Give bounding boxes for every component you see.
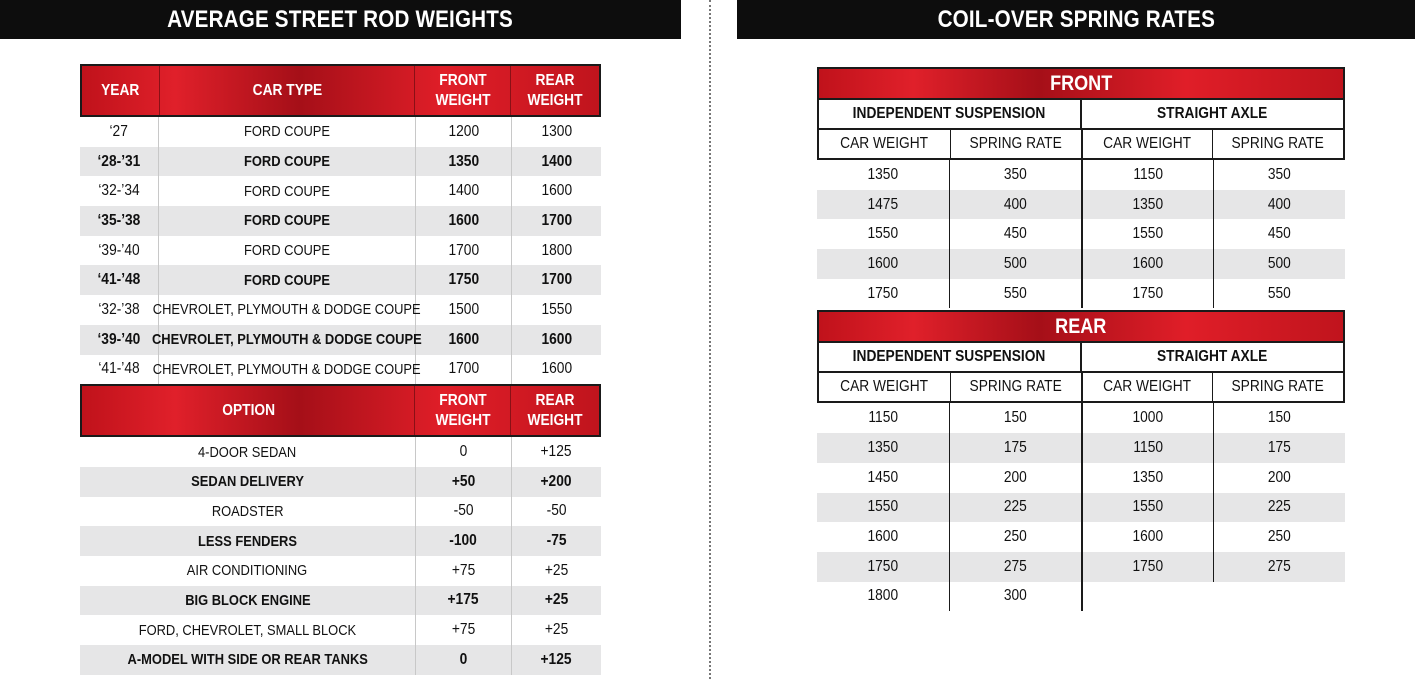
rear-ind-spring-rate-cell (949, 522, 1081, 552)
rear-sa-car-weight-cell (1081, 582, 1213, 612)
year-cell (80, 206, 158, 236)
spring-rates-title-text: COIL-OVER SPRING RATES (937, 5, 1215, 33)
year-cell-text: ‘35-’38 (97, 211, 141, 229)
rear-band-label: REAR (1055, 314, 1107, 338)
front-sa-spring-rate-header: SPRING RATE (1212, 130, 1343, 158)
year-cell (80, 355, 158, 385)
option-front-cell (415, 497, 511, 527)
rear-band (817, 310, 1345, 343)
year-cell-text: ‘41-’48 (97, 271, 141, 289)
front-ind-spring-rate-text: 500 (1004, 254, 1027, 272)
weights-row (80, 236, 601, 266)
rear-ind-car-weight-text: 1750 (867, 557, 899, 575)
rear-straight-axle-label: STRAIGHT AXLE (1080, 343, 1343, 371)
rear-sa-car-weight-cell (1081, 522, 1213, 552)
header-car-type: CAR TYPE (159, 66, 414, 115)
rear-ind-car-weight-cell (817, 403, 949, 433)
rear-ind-spring-rate-text: 275 (1004, 557, 1027, 575)
rear-spring-row (817, 403, 1345, 433)
option-rear-cell-text: +125 (540, 443, 572, 461)
front-ind-spring-rate-text: 350 (1004, 165, 1027, 183)
option-front-cell (415, 437, 511, 467)
option-row (80, 437, 601, 467)
car-type-cell-text: FORD COUPE (243, 242, 330, 260)
front-band (817, 67, 1345, 100)
option-cell (80, 556, 415, 586)
front-weight-cell (415, 176, 511, 206)
options-header-row (80, 384, 601, 437)
rear-ind-car-weight-text: 1800 (867, 587, 899, 605)
weights-row (80, 176, 601, 206)
front-spring-row (817, 160, 1345, 190)
rear-weight-cell-text: 1600 (541, 330, 572, 348)
year-cell (80, 176, 158, 206)
front-sa-spring-rate-text: 450 (1268, 225, 1291, 243)
front-ind-car-weight-text: 1475 (867, 195, 899, 213)
rear-ind-spring-rate-header: SPRING RATE (950, 373, 1081, 401)
car-type-cell-text: FORD COUPE (243, 123, 330, 141)
front-ind-car-weight-cell (817, 160, 949, 190)
car-type-cell-text: CHEVROLET, PLYMOUTH & DODGE COUPE (152, 331, 422, 349)
option-cell (80, 615, 415, 645)
car-type-cell-text: CHEVROLET, PLYMOUTH & DODGE COUPE (153, 360, 421, 378)
option-row (80, 586, 601, 616)
rear-column-headers (817, 373, 1345, 403)
front-sa-spring-rate-text: 500 (1268, 254, 1291, 272)
option-front-cell-text: +50 (451, 472, 476, 490)
option-row (80, 615, 601, 645)
year-cell-text: ‘32-’34 (98, 182, 140, 200)
year-cell-text: ‘32-’38 (98, 300, 140, 318)
rear-sa-spring-rate-text: 200 (1268, 468, 1291, 486)
rear-spring-body (817, 403, 1345, 611)
rear-ind-car-weight-header: CAR WEIGHT (840, 378, 929, 396)
front-weight-cell (415, 355, 511, 385)
spring-rates-title (737, 0, 1415, 39)
rear-sa-spring-rate-cell (1213, 403, 1345, 433)
rear-ind-spring-rate-cell (949, 552, 1081, 582)
option-rear-cell-text: +125 (540, 650, 572, 668)
header-front-weight: FRONT WEIGHT (414, 66, 509, 115)
front-ind-spring-rate-cell (949, 219, 1081, 249)
rear-spring-row (817, 522, 1345, 552)
rear-weight-cell-text: 1600 (541, 360, 572, 378)
front-ind-spring-rate-cell (949, 190, 1081, 220)
front-weight-cell-text: 1500 (448, 300, 479, 318)
weights-title (0, 0, 681, 39)
rear-weight-cell (511, 355, 601, 385)
option-front-cell-text: +175 (447, 591, 479, 609)
front-suspension-header (817, 100, 1345, 130)
year-cell (80, 325, 158, 355)
front-sa-car-weight-cell (1081, 249, 1213, 279)
car-type-cell-text: FORD COUPE (243, 271, 330, 289)
rear-ind-spring-rate-cell (949, 433, 1081, 463)
weights-title-text: AVERAGE STREET ROD WEIGHTS (167, 5, 514, 33)
rear-weight-cell (511, 117, 601, 147)
year-cell-text: ‘39-’40 (98, 241, 140, 259)
rear-ind-spring-rate-text: 175 (1004, 438, 1027, 456)
rear-ind-car-weight-text: 1350 (867, 438, 899, 456)
option-front-cell (415, 526, 511, 556)
coil-over-spring-rates-table (817, 67, 1345, 611)
rear-sa-car-weight-text: 1150 (1133, 438, 1163, 456)
rear-sa-spring-rate-text: 225 (1268, 498, 1291, 516)
front-spring-row (817, 279, 1345, 309)
front-weight-cell (415, 147, 511, 177)
front-ind-car-weight-cell (817, 279, 949, 309)
option-cell-text: AIR CONDITIONING (187, 562, 308, 580)
front-sa-spring-rate-text: 400 (1268, 195, 1291, 213)
option-cell-text: SEDAN DELIVERY (191, 473, 304, 491)
front-ind-spring-rate-text: 550 (1004, 284, 1027, 302)
option-cell (80, 497, 415, 527)
rear-sa-car-weight-cell (1081, 463, 1213, 493)
car-type-cell (158, 236, 415, 266)
front-weight-cell-text: 1600 (448, 211, 479, 229)
option-front-cell-text: -50 (453, 502, 474, 520)
option-cell (80, 437, 415, 467)
option-front-cell (415, 556, 511, 586)
options-body (80, 437, 601, 675)
car-type-cell (158, 176, 415, 206)
rear-sa-car-weight-text: 1750 (1132, 557, 1164, 575)
option-cell-text: ROADSTER (211, 502, 284, 520)
front-sa-car-weight-text: 1550 (1132, 225, 1164, 243)
car-type-cell (158, 206, 415, 236)
front-straight-axle-label: STRAIGHT AXLE (1080, 100, 1343, 128)
rear-weight-cell (511, 265, 601, 295)
rear-ind-spring-rate-text: 300 (1004, 587, 1027, 605)
rear-ind-car-weight-text: 1450 (867, 468, 899, 486)
weights-row (80, 295, 601, 325)
option-row (80, 645, 601, 675)
weights-row (80, 117, 601, 147)
rear-ind-car-weight-cell (817, 552, 949, 582)
year-cell-text: ‘27 (109, 122, 129, 140)
year-cell (80, 117, 158, 147)
option-rear-cell-text: +25 (544, 621, 569, 639)
option-row (80, 556, 601, 586)
rear-sa-spring-rate-cell (1213, 433, 1345, 463)
front-sa-spring-rate-text: 350 (1268, 165, 1291, 183)
rear-weight-cell (511, 147, 601, 177)
header-rear-weight: REAR WEIGHT (510, 66, 599, 115)
option-rear-cell (511, 526, 601, 556)
option-rear-cell (511, 586, 601, 616)
front-ind-spring-rate-cell (949, 279, 1081, 309)
front-weight-cell-text: 1700 (448, 360, 479, 378)
weights-row (80, 265, 601, 295)
front-sa-spring-rate-cell (1213, 279, 1345, 309)
front-column-headers (817, 130, 1345, 160)
option-rear-cell (511, 556, 601, 586)
rear-weight-cell (511, 176, 601, 206)
header-year: YEAR (101, 81, 140, 99)
front-ind-car-weight-header: CAR WEIGHT (840, 135, 929, 152)
year-cell-text: ‘28-’31 (97, 152, 141, 170)
car-type-cell-text: FORD COUPE (243, 153, 330, 171)
rear-sa-car-weight-text: 1600 (1132, 528, 1164, 546)
front-sa-car-weight-text: 1150 (1133, 165, 1163, 183)
rear-spring-row (817, 493, 1345, 523)
option-cell (80, 645, 415, 675)
rear-sa-car-weight-text: 1000 (1132, 409, 1164, 427)
rear-weight-cell-text: 1600 (541, 182, 572, 200)
front-weight-cell (415, 265, 511, 295)
weights-row (80, 206, 601, 236)
rear-weight-cell (511, 295, 601, 325)
option-front-cell-text: +75 (451, 621, 476, 639)
front-ind-car-weight-text: 1550 (867, 225, 899, 243)
front-sa-car-weight-cell (1081, 160, 1213, 190)
option-rear-cell-text: +200 (540, 472, 572, 490)
rear-weight-cell-text: 1300 (541, 122, 572, 140)
option-row (80, 526, 601, 556)
front-sa-car-weight-cell (1081, 279, 1213, 309)
front-sa-car-weight-text: 1600 (1132, 254, 1164, 272)
rear-ind-spring-rate-cell (949, 403, 1081, 433)
rear-ind-spring-rate-text: 200 (1004, 468, 1027, 486)
rear-sa-spring-rate-text: 150 (1268, 409, 1291, 427)
front-weight-cell (415, 325, 511, 355)
front-weight-cell (415, 236, 511, 266)
rear-ind-car-weight-text: 1550 (867, 498, 899, 516)
option-front-cell-text: -100 (449, 532, 478, 550)
rear-ind-spring-rate-text: 250 (1004, 528, 1027, 546)
rear-ind-spring-rate-cell (949, 463, 1081, 493)
rear-sa-spring-rate-cell (1213, 582, 1345, 612)
rear-ind-car-weight-cell (817, 493, 949, 523)
front-weight-cell-text: 1700 (448, 241, 479, 259)
rear-sa-spring-rate-text: 175 (1268, 438, 1291, 456)
rear-ind-car-weight-cell (817, 433, 949, 463)
rear-sa-spring-rate-header: SPRING RATE (1212, 373, 1343, 401)
front-ind-car-weight-text: 1750 (867, 284, 899, 302)
rear-weight-cell (511, 206, 601, 236)
front-sa-spring-rate-cell (1213, 249, 1345, 279)
option-cell (80, 586, 415, 616)
rear-spring-row (817, 582, 1345, 612)
year-cell (80, 265, 158, 295)
weights-row (80, 325, 601, 355)
front-ind-spring-rate-text: 450 (1004, 225, 1027, 243)
option-rear-cell (511, 467, 601, 497)
weights-header-row (80, 64, 601, 117)
option-rear-cell-text: -50 (546, 502, 567, 520)
option-cell-text: 4-DOOR SEDAN (198, 443, 297, 461)
front-sa-spring-rate-cell (1213, 190, 1345, 220)
front-ind-spring-rate-header: SPRING RATE (950, 130, 1081, 158)
option-rear-cell (511, 645, 601, 675)
front-sa-car-weight-text: 1350 (1132, 195, 1164, 213)
rear-sa-spring-rate-text: 250 (1268, 528, 1291, 546)
front-weight-cell-text: 1200 (448, 122, 479, 140)
rear-weight-cell-text: 1700 (541, 271, 572, 289)
rear-ind-car-weight-cell (817, 582, 949, 612)
front-ind-spring-rate-cell (949, 249, 1081, 279)
front-spring-row (817, 249, 1345, 279)
front-sa-spring-rate-cell (1213, 160, 1345, 190)
front-sa-spring-rate-cell (1213, 219, 1345, 249)
dotted-divider (709, 0, 711, 679)
front-weight-cell-text: 1600 (448, 330, 479, 348)
option-rear-cell-text: +25 (544, 561, 569, 579)
front-ind-spring-rate-text: 400 (1004, 195, 1027, 213)
option-rear-cell (511, 437, 601, 467)
rear-weight-cell-text: 1550 (541, 300, 572, 318)
rear-sa-spring-rate-cell (1213, 463, 1345, 493)
rear-ind-spring-rate-cell (949, 582, 1081, 612)
front-weight-cell (415, 117, 511, 147)
year-cell (80, 147, 158, 177)
rear-ind-car-weight-text: 1150 (868, 409, 898, 427)
header-option: OPTION (221, 401, 275, 419)
rear-sa-car-weight-cell (1081, 433, 1213, 463)
front-ind-car-weight-text: 1600 (867, 254, 899, 272)
rear-weight-cell-text: 1400 (541, 152, 572, 170)
option-front-cell (415, 615, 511, 645)
car-type-cell-text: FORD COUPE (243, 212, 330, 230)
rear-weight-cell (511, 325, 601, 355)
rear-ind-car-weight-cell (817, 522, 949, 552)
year-cell-text: ‘39-’40 (97, 330, 141, 348)
option-cell-text: FORD, CHEVROLET, SMALL BLOCK (138, 621, 357, 639)
option-front-cell (415, 467, 511, 497)
weights-row (80, 147, 601, 177)
front-weight-cell (415, 295, 511, 325)
rear-weight-cell-text: 1700 (541, 211, 572, 229)
option-rear-cell (511, 615, 601, 645)
front-spring-row (817, 190, 1345, 220)
option-cell (80, 467, 415, 497)
option-front-cell-text: +75 (451, 561, 476, 579)
option-rear-cell-text: +25 (544, 591, 569, 609)
rear-sa-spring-rate-text: 275 (1268, 557, 1291, 575)
option-cell-text: LESS FENDERS (198, 532, 297, 550)
front-ind-spring-rate-cell (949, 160, 1081, 190)
weights-row (80, 355, 601, 385)
rear-independent-label: INDEPENDENT SUSPENSION (853, 348, 1046, 366)
rear-ind-spring-rate-text: 150 (1004, 409, 1027, 427)
front-sa-car-weight-header: CAR WEIGHT (1081, 130, 1212, 158)
option-cell (80, 526, 415, 556)
front-sa-car-weight-cell (1081, 190, 1213, 220)
option-row (80, 467, 601, 497)
front-independent-label: INDEPENDENT SUSPENSION (853, 105, 1046, 122)
option-rear-cell-text: -75 (546, 532, 567, 550)
car-type-cell (158, 147, 415, 177)
front-spring-row (817, 219, 1345, 249)
rear-sa-car-weight-cell (1081, 552, 1213, 582)
rear-suspension-header (817, 343, 1345, 373)
rear-spring-row (817, 552, 1345, 582)
car-type-cell (153, 355, 421, 385)
front-weight-cell-text: 1400 (448, 182, 479, 200)
front-weight-cell-text: 1350 (448, 152, 479, 170)
header-option-rear-weight: REAR WEIGHT (510, 386, 599, 435)
option-rear-cell (511, 497, 601, 527)
header-option-front-weight: FRONT WEIGHT (414, 386, 509, 435)
year-cell (80, 236, 158, 266)
car-type-cell (152, 325, 422, 355)
front-sa-car-weight-cell (1081, 219, 1213, 249)
weights-body (80, 117, 601, 384)
front-ind-car-weight-cell (817, 190, 949, 220)
rear-weight-cell (511, 236, 601, 266)
car-type-cell-text: CHEVROLET, PLYMOUTH & DODGE COUPE (153, 301, 421, 319)
front-band-label: FRONT (1049, 71, 1113, 95)
car-type-cell (153, 295, 421, 325)
front-sa-spring-rate-text: 550 (1268, 284, 1291, 302)
option-front-cell (415, 645, 511, 675)
front-spring-body (817, 160, 1345, 308)
front-weight-cell-text: 1750 (448, 271, 479, 289)
rear-spring-row (817, 463, 1345, 493)
front-ind-car-weight-text: 1350 (867, 165, 899, 183)
rear-ind-car-weight-cell (817, 463, 949, 493)
rear-sa-car-weight-text: 1550 (1132, 498, 1164, 516)
front-sa-car-weight-text: 1750 (1132, 284, 1164, 302)
rear-ind-car-weight-text: 1600 (867, 528, 899, 546)
rear-ind-spring-rate-text: 225 (1004, 498, 1027, 516)
option-cell-text: A-MODEL WITH SIDE OR REAR TANKS (127, 651, 368, 669)
rear-sa-spring-rate-cell (1213, 552, 1345, 582)
front-ind-car-weight-cell (817, 249, 949, 279)
front-weight-cell (415, 206, 511, 236)
rear-ind-spring-rate-cell (949, 493, 1081, 523)
car-type-cell-text: FORD COUPE (243, 182, 330, 200)
option-cell-text: BIG BLOCK ENGINE (184, 591, 311, 609)
rear-sa-car-weight-cell (1081, 403, 1213, 433)
year-cell-text: ‘41-’48 (98, 360, 140, 378)
rear-sa-spring-rate-cell (1213, 493, 1345, 523)
front-ind-car-weight-cell (817, 219, 949, 249)
car-type-cell (158, 117, 415, 147)
street-rod-weights-table (80, 64, 601, 675)
option-front-cell-text: 0 (459, 650, 468, 668)
rear-sa-car-weight-header: CAR WEIGHT (1081, 373, 1212, 401)
option-front-cell (415, 586, 511, 616)
car-type-cell (158, 265, 415, 295)
option-row (80, 497, 601, 527)
rear-sa-car-weight-cell (1081, 493, 1213, 523)
rear-spring-row (817, 433, 1345, 463)
rear-weight-cell-text: 1800 (541, 241, 572, 259)
rear-sa-car-weight-text: 1350 (1132, 468, 1164, 486)
option-front-cell-text: 0 (459, 443, 468, 461)
year-cell (80, 295, 158, 325)
rear-sa-spring-rate-cell (1213, 522, 1345, 552)
